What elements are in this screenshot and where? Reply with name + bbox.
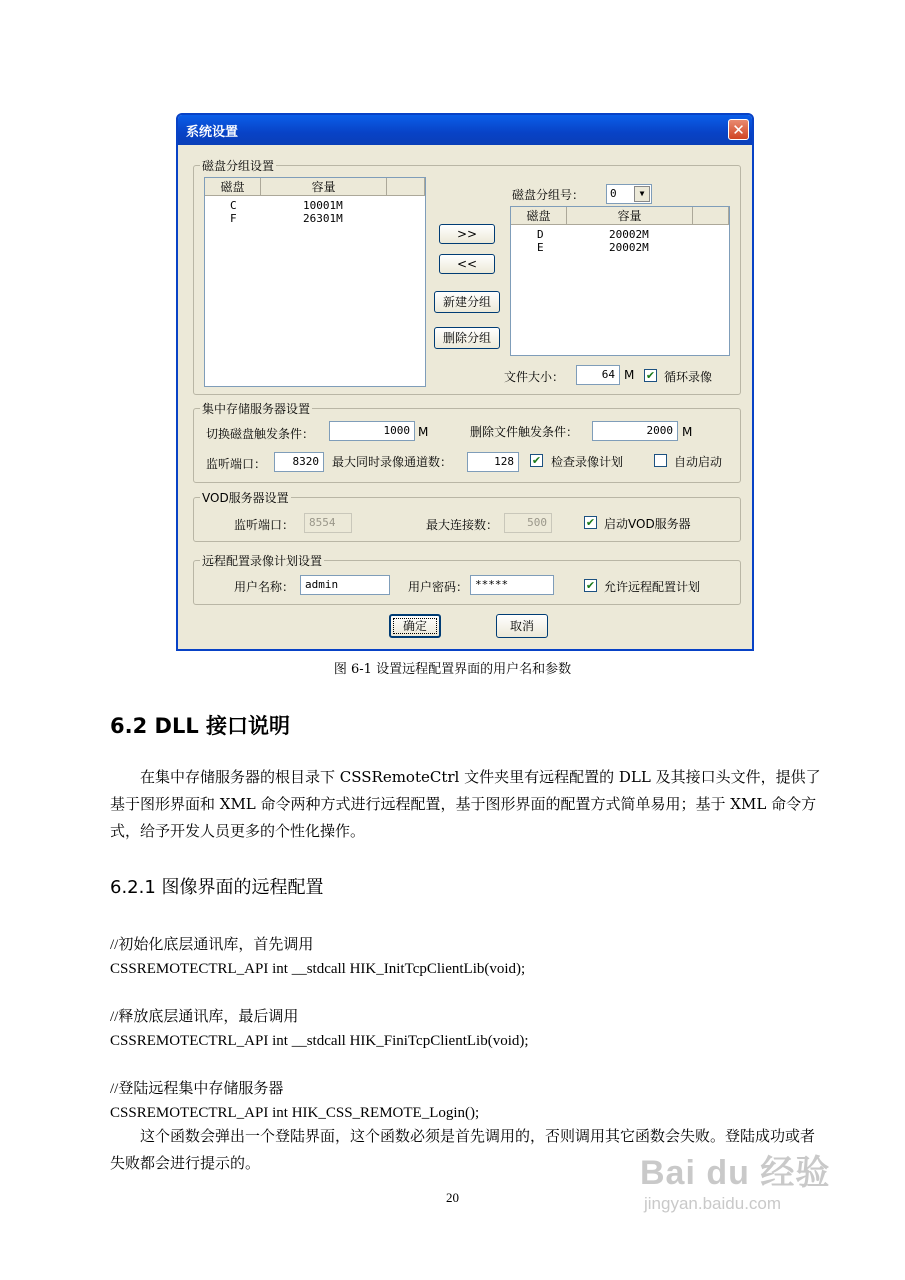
switch-disk-label: 切换磁盘触发条件：: [206, 427, 315, 441]
file-size-unit: M: [624, 368, 635, 382]
column-header-capacity[interactable]: 容量: [261, 178, 387, 196]
list-item-disk[interactable]: F: [230, 212, 237, 225]
watermark-url: jingyan.baidu.com: [644, 1194, 782, 1213]
listen-port-label: 监听端口：: [206, 457, 267, 471]
code-line: CSSREMOTECTRL_API int HIK_CSS_REMOTE_Login();: [110, 1105, 480, 1121]
system-settings-dialog: [176, 113, 754, 651]
section-heading: 6.2 DLL 接口说明: [110, 714, 291, 738]
max-channels-label: 最大同时录像通道数：: [332, 455, 453, 469]
file-size-input[interactable]: 64: [576, 365, 620, 385]
max-connections-label: 最大连接数：: [426, 518, 499, 532]
dialog-title: 系统设置: [186, 125, 239, 140]
check-plan-label: 检查录像计划: [551, 455, 624, 469]
allow-remote-checkbox[interactable]: ✔: [585, 579, 596, 592]
list-item-capacity[interactable]: 20002M: [609, 228, 649, 241]
move-left-button[interactable]: <<: [439, 254, 495, 274]
delete-file-unit: M: [682, 425, 693, 439]
vod-server-section: [193, 491, 741, 542]
allow-remote-label: 允许远程配置计划: [604, 580, 701, 594]
code-comment: //登陆远程集中存储服务器: [110, 1081, 284, 1097]
vod-port-label: 监听端口：: [234, 518, 295, 532]
delete-file-label: 删除文件触发条件：: [470, 425, 579, 439]
delete-group-button[interactable]: 删除分组: [434, 327, 500, 349]
listen-port-input[interactable]: 8320: [274, 452, 324, 472]
page-number: 20: [446, 1190, 459, 1205]
max-connections-input: 500: [504, 513, 552, 533]
move-right-button[interactable]: >>: [439, 224, 495, 244]
intro-paragraph: 在集中存储服务器的根目录下 CSSRemoteCtrl 文件夹里有远程配置的 DLL 及其接口头文件，提供了基于图形界面和 XML 命令两种方式进行远程配置，基于图形界面的配置方式简单易用；基于 XML 命令方式，给予开发人员更多的个性化操作。: [110, 768, 821, 840]
loop-record-checkbox[interactable]: ✔: [645, 369, 656, 382]
group-number-label: 磁盘分组号：: [512, 188, 585, 202]
max-channels-input[interactable]: 128: [467, 452, 519, 472]
column-header-capacity[interactable]: 容量: [567, 207, 693, 225]
column-header-empty: [387, 178, 425, 196]
figure-caption: 图 6-1 设置远程配置界面的用户名和参数: [333, 662, 572, 677]
list-item-disk[interactable]: D: [537, 228, 544, 241]
list-item-disk[interactable]: E: [537, 241, 544, 254]
column-header-disk[interactable]: 磁盘: [205, 178, 261, 196]
vod-server-legend: VOD服务器设置: [202, 491, 289, 505]
password-label: 用户密码：: [408, 580, 469, 594]
list-item-disk[interactable]: C: [230, 199, 237, 212]
vod-port-input: 8554: [304, 513, 352, 533]
group-number-value: 0: [610, 187, 617, 200]
username-input[interactable]: admin: [300, 575, 390, 595]
delete-file-input[interactable]: 2000: [592, 421, 678, 441]
close-icon[interactable]: ✕: [728, 119, 749, 140]
switch-disk-input[interactable]: 1000: [329, 421, 415, 441]
baidu-watermark: [640, 1145, 830, 1214]
disk-group-section: [193, 159, 741, 395]
group-number-select[interactable]: [606, 184, 652, 204]
username-label: 用户名称：: [234, 580, 295, 594]
column-header-empty: [693, 207, 729, 225]
chevron-down-icon[interactable]: ▼: [634, 186, 650, 202]
code-line: CSSREMOTECTRL_API int __stdcall HIK_FiniTcpClientLib(void);: [110, 1033, 529, 1049]
list-item-capacity[interactable]: 10001M: [303, 199, 343, 212]
file-size-label: 文件大小：: [504, 370, 565, 384]
disk-group-legend: 磁盘分组设置: [202, 159, 275, 173]
subsection-heading: 6.2.1 图像界面的远程配置: [110, 877, 324, 898]
storage-server-section: [193, 402, 741, 483]
ok-button[interactable]: 确定: [389, 614, 441, 638]
cancel-button[interactable]: 取消: [496, 614, 548, 638]
list-item-capacity[interactable]: 26301M: [303, 212, 343, 225]
dialog-titlebar: [178, 115, 752, 145]
column-header-disk[interactable]: 磁盘: [511, 207, 567, 225]
enable-vod-checkbox[interactable]: ✔: [585, 516, 596, 529]
remote-config-section: [193, 554, 741, 605]
loop-record-label: 循环录像: [664, 370, 713, 384]
auto-start-checkbox[interactable]: [654, 454, 667, 467]
auto-start-label: 自动启动: [674, 455, 723, 469]
list-item-capacity[interactable]: 20002M: [609, 241, 649, 254]
new-group-button[interactable]: 新建分组: [434, 291, 500, 313]
watermark-brand: Bai du 经验: [640, 1154, 831, 1192]
code-line: CSSREMOTECTRL_API int __stdcall HIK_InitTcpClientLib(void);: [110, 961, 526, 977]
code-comment: //释放底层通讯库，最后调用: [110, 1009, 299, 1025]
function-description: 这个函数会弹出一个登陆界面，这个函数必须是首先调用的，否则调用其它函数会失败。登陆成功或者失败都会进行提示的。: [110, 1127, 816, 1172]
check-plan-checkbox[interactable]: ✔: [531, 454, 542, 467]
enable-vod-label: 启动VOD服务器: [604, 517, 691, 531]
unassigned-disk-list[interactable]: [204, 177, 426, 387]
password-input[interactable]: *****: [470, 575, 554, 595]
remote-config-legend: 远程配置录像计划设置: [202, 554, 323, 568]
storage-server-legend: 集中存储服务器设置: [202, 402, 311, 416]
switch-disk-unit: M: [418, 425, 429, 439]
group-disk-list[interactable]: [510, 206, 730, 356]
code-comment: //初始化底层通讯库，首先调用: [110, 937, 314, 953]
